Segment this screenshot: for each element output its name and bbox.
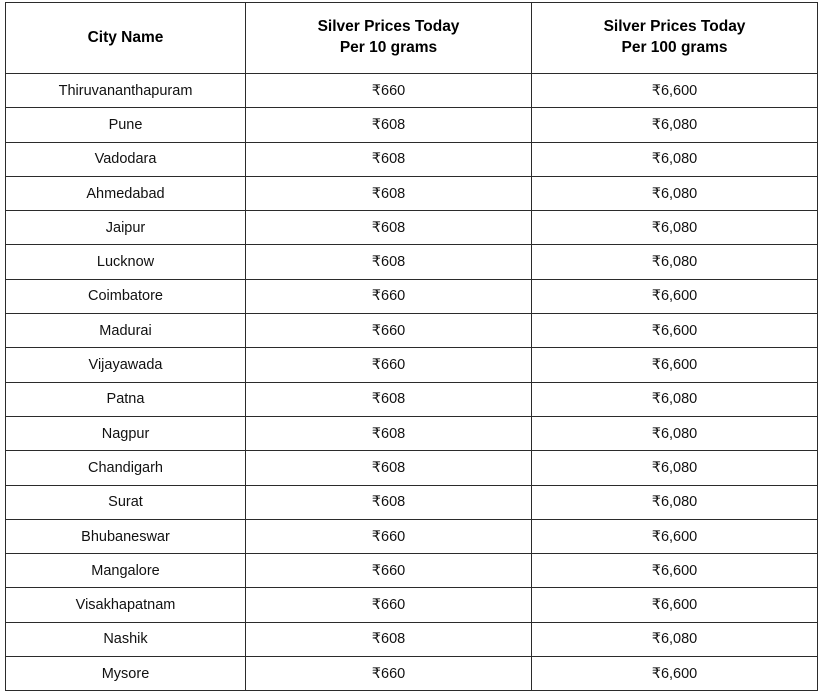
cell-city: Pune (6, 108, 246, 142)
column-header-city-line1: City Name (87, 28, 164, 46)
cell-price-per-10-grams: ₹660 (246, 588, 532, 622)
column-header-city (6, 3, 246, 74)
cell-price-per-10-grams: ₹608 (246, 451, 532, 485)
table-header-row (6, 3, 818, 74)
cell-city: Thiruvananthapuram (6, 74, 246, 108)
column-header-per-10-grams-line2: Per 10 grams (339, 39, 438, 56)
table-body (6, 74, 818, 691)
cell-price-per-100-grams: ₹6,600 (532, 554, 818, 588)
cell-city: Nashik (6, 622, 246, 656)
cell-price-per-100-grams: ₹6,080 (532, 451, 818, 485)
cell-price-per-100-grams: ₹6,080 (532, 485, 818, 519)
cell-price-per-10-grams: ₹608 (246, 622, 532, 656)
table-row (6, 451, 818, 485)
table-row (6, 588, 818, 622)
cell-price-per-100-grams: ₹6,080 (532, 416, 818, 450)
cell-price-per-10-grams: ₹608 (246, 211, 532, 245)
cell-city: Visakhapatnam (6, 588, 246, 622)
cell-price-per-100-grams: ₹6,600 (532, 588, 818, 622)
table-row (6, 416, 818, 450)
cell-city: Surat (6, 485, 246, 519)
silver-price-table-container (0, 2, 822, 691)
cell-price-per-100-grams: ₹6,080 (532, 245, 818, 279)
cell-price-per-10-grams: ₹660 (246, 279, 532, 313)
cell-price-per-10-grams: ₹608 (246, 485, 532, 519)
cell-price-per-10-grams: ₹660 (246, 348, 532, 382)
cell-city: Coimbatore (6, 279, 246, 313)
column-header-per-10-grams (246, 3, 532, 74)
table-row (6, 348, 818, 382)
table-row (6, 519, 818, 553)
cell-price-per-10-grams: ₹608 (246, 382, 532, 416)
cell-price-per-10-grams: ₹608 (246, 108, 532, 142)
cell-price-per-10-grams: ₹660 (246, 314, 532, 348)
cell-price-per-10-grams: ₹660 (246, 554, 532, 588)
table-row (6, 279, 818, 313)
cell-price-per-100-grams: ₹6,080 (532, 176, 818, 210)
cell-price-per-10-grams: ₹660 (246, 657, 532, 691)
table-row (6, 314, 818, 348)
table-row (6, 554, 818, 588)
cell-price-per-10-grams: ₹608 (246, 416, 532, 450)
table-row (6, 108, 818, 142)
column-header-per-100-grams (532, 3, 818, 74)
cell-price-per-10-grams: ₹608 (246, 176, 532, 210)
cell-price-per-100-grams: ₹6,600 (532, 74, 818, 108)
table-row (6, 142, 818, 176)
cell-city: Mangalore (6, 554, 246, 588)
cell-price-per-100-grams: ₹6,080 (532, 142, 818, 176)
cell-price-per-100-grams: ₹6,600 (532, 348, 818, 382)
table-row (6, 245, 818, 279)
cell-city: Madurai (6, 314, 246, 348)
cell-city: Jaipur (6, 211, 246, 245)
cell-price-per-100-grams: ₹6,600 (532, 519, 818, 553)
cell-city: Patna (6, 382, 246, 416)
column-header-per-100-grams-line1: Silver Prices Today (603, 18, 746, 36)
cell-price-per-100-grams: ₹6,080 (532, 622, 818, 656)
cell-city: Mysore (6, 657, 246, 691)
cell-city: Vadodara (6, 142, 246, 176)
table-header (6, 3, 818, 74)
cell-city: Nagpur (6, 416, 246, 450)
cell-price-per-10-grams: ₹608 (246, 245, 532, 279)
table-row (6, 622, 818, 656)
cell-price-per-100-grams: ₹6,080 (532, 382, 818, 416)
table-row (6, 211, 818, 245)
cell-city: Chandigarh (6, 451, 246, 485)
cell-city: Lucknow (6, 245, 246, 279)
cell-price-per-10-grams: ₹608 (246, 142, 532, 176)
cell-city: Bhubaneswar (6, 519, 246, 553)
cell-price-per-100-grams: ₹6,600 (532, 279, 818, 313)
cell-price-per-10-grams: ₹660 (246, 74, 532, 108)
cell-price-per-100-grams: ₹6,600 (532, 657, 818, 691)
column-header-per-100-grams-line2: Per 100 grams (621, 39, 728, 56)
silver-price-table (5, 2, 818, 691)
cell-price-per-100-grams: ₹6,080 (532, 108, 818, 142)
cell-price-per-100-grams: ₹6,080 (532, 211, 818, 245)
cell-city: Vijayawada (6, 348, 246, 382)
cell-city: Ahmedabad (6, 176, 246, 210)
table-row (6, 176, 818, 210)
table-row (6, 657, 818, 691)
cell-price-per-10-grams: ₹660 (246, 519, 532, 553)
cell-price-per-100-grams: ₹6,600 (532, 314, 818, 348)
table-row (6, 382, 818, 416)
column-header-per-10-grams-line1: Silver Prices Today (317, 18, 460, 36)
table-row (6, 485, 818, 519)
table-row (6, 74, 818, 108)
